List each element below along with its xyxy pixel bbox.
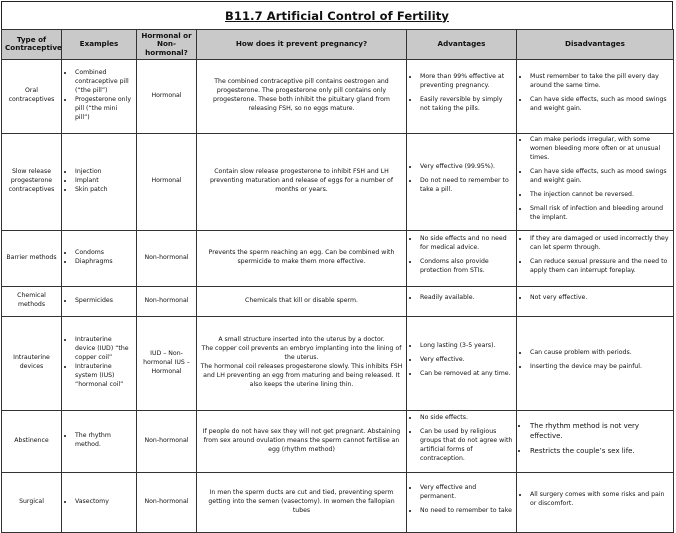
type-cell: Surgical	[2, 472, 62, 532]
header-hormonal: Hormonal or Non-hormonal?	[137, 30, 197, 60]
hormonal-cell: Hormonal	[137, 133, 197, 230]
advantages-cell	[407, 59, 517, 133]
list-item: • Can have side effects, such as mood swings and weight gain.	[529, 168, 670, 186]
disadvantages-cell	[517, 230, 674, 286]
list-item: • Must remember to take the pill every day around the same time.	[529, 73, 670, 91]
list-item: • Restricts the couple’s sex life.	[529, 446, 670, 456]
list-item: • Very effective (99.95%).	[419, 163, 513, 172]
worksheet	[1, 1, 673, 533]
hormonal-cell: Non-hormonal	[137, 472, 197, 532]
list-item: • Readily available.	[419, 294, 513, 303]
list-item: • The rhythm method.	[74, 432, 133, 450]
how-text: Prevents the sperm reaching an egg. Can be combined with spermicide to make them more effective.	[208, 249, 395, 266]
advantages-cell	[407, 133, 517, 230]
advantages-cell	[407, 410, 517, 472]
list-item: • Condoms	[74, 249, 133, 258]
list-item: • The injection cannot be reversed.	[529, 191, 670, 200]
list-item: • Vasectomy	[74, 498, 133, 507]
list-item: • Implant	[74, 177, 133, 186]
list-item: • Condoms also provide protection from STIs.	[419, 258, 513, 276]
how-text: The copper coil prevents an embryo implanting into the lining of the uterus.	[201, 345, 402, 362]
how-cell	[197, 410, 407, 472]
list-item: • Do not need to remember to take a pill.	[419, 177, 513, 195]
examples-cell	[62, 286, 137, 316]
disadvantages-cell	[517, 410, 674, 472]
examples-cell	[62, 230, 137, 286]
how-text: In men the sperm ducts are cut and tied, preventing sperm getting into the semen (vasectomy). In women the fallopian tubes	[208, 488, 395, 514]
type-cell: Abstinence	[2, 410, 62, 472]
hormonal-cell: Hormonal	[137, 59, 197, 133]
disadvantages-cell	[517, 316, 674, 410]
hormonal-cell: IUD – Non-hormonal IUS – Hormonal	[137, 316, 197, 410]
type-cell: Oral contraceptives	[2, 59, 62, 133]
list-item: • All surgery comes with some risks and pain or discomfort.	[529, 491, 670, 509]
list-item: • Injection	[74, 168, 133, 177]
list-item: • Very effective.	[419, 356, 513, 365]
how-text: A small structure inserted into the uterus by a doctor.	[218, 336, 385, 344]
table-row	[2, 59, 674, 133]
list-item: • No side effects and no need for medical advice.	[419, 235, 513, 253]
header-examples: Examples	[62, 30, 137, 60]
list-item: • Can make periods irregular, with some women bleeding more often or at unusual times.	[529, 136, 670, 163]
examples-cell	[62, 410, 137, 472]
examples-cell	[62, 59, 137, 133]
list-item: • No need to remember to take	[419, 507, 513, 516]
examples-cell	[62, 472, 137, 532]
list-item: • Very effective and permanent.	[419, 484, 513, 502]
header-row	[2, 30, 674, 60]
how-text: Contain slow release progesterone to inhibit FSH and LH preventing maturation and release of eggs for a number of months or years.	[209, 168, 394, 194]
examples-cell	[62, 133, 137, 230]
header-disadvantages: Disadvantages	[517, 30, 674, 60]
list-item: • Can be used by religious groups that do not agree with artificial forms of contraception.	[419, 428, 513, 464]
list-item: • Can reduce sexual pressure and the need to apply them can interrupt foreplay.	[529, 258, 670, 276]
list-item: • Intrauterine system (IUS) “hormonal coil”	[74, 363, 133, 390]
list-item: • No side effects.	[419, 414, 513, 423]
advantages-cell	[407, 316, 517, 410]
list-item: • Can be removed at any time.	[419, 370, 513, 379]
type-cell: Chemical methods	[2, 286, 62, 316]
type-cell: Barrier methods	[2, 230, 62, 286]
how-cell	[197, 59, 407, 133]
header-advantages: Advantages	[407, 30, 517, 60]
how-cell	[197, 133, 407, 230]
header-type: Type of Contraceptive	[2, 30, 62, 60]
how-text: Chemicals that kill or disable sperm.	[245, 296, 358, 304]
list-item: • Can cause problem with periods.	[529, 349, 670, 358]
list-item: • Long lasting (3-5 years).	[419, 342, 513, 351]
header-how: How does it prevent pregnancy?	[197, 30, 407, 60]
list-item: • Can have side effects, such as mood swings and weight gain.	[529, 96, 670, 114]
list-item: • Diaphragms	[74, 258, 133, 267]
advantages-cell	[407, 472, 517, 532]
list-item: • Progesterone only pill (“the mini pill”)	[74, 96, 133, 123]
advantages-cell	[407, 230, 517, 286]
list-item: • Combined contraceptive pill (“the pill”)	[74, 69, 133, 96]
how-cell	[197, 230, 407, 286]
list-item: • Skin patch	[74, 186, 133, 195]
page-title: B11.7 Artificial Control of Fertility	[1, 1, 673, 29]
type-cell: Intrauterine devices	[2, 316, 62, 410]
how-cell	[197, 286, 407, 316]
disadvantages-cell	[517, 59, 674, 133]
list-item: • If they are damaged or used incorrectly they can let sperm through.	[529, 235, 670, 253]
list-item: • Intrauterine device (IUD) “the copper coil”	[74, 336, 133, 363]
hormonal-cell: Non-hormonal	[137, 230, 197, 286]
how-cell	[197, 316, 407, 410]
table-row	[2, 286, 674, 316]
examples-cell	[62, 316, 137, 410]
type-cell: Slow release progesterone contraceptives	[2, 133, 62, 230]
table-row	[2, 316, 674, 410]
list-item: • The rhythm method is not very effective.	[529, 421, 670, 441]
disadvantages-cell	[517, 286, 674, 316]
table-row	[2, 472, 674, 532]
disadvantages-cell	[517, 133, 674, 230]
table-row	[2, 230, 674, 286]
hormonal-cell: Non-hormonal	[137, 286, 197, 316]
list-item: • More than 99% effective at preventing pregnancy.	[419, 73, 513, 91]
list-item: • Inserting the device may be painful.	[529, 363, 670, 372]
list-item: • Small risk of infection and bleeding around the implant.	[529, 205, 670, 223]
how-text: The combined contraceptive pill contains oestrogen and progesterone. The progesterone only pill contains only progesterone. These both inhibit the pituitary gland from releasing FSH, so no eggs mature.	[213, 78, 390, 113]
contraception-table	[1, 29, 674, 533]
hormonal-cell: Non-hormonal	[137, 410, 197, 472]
disadvantages-cell	[517, 472, 674, 532]
how-cell	[197, 472, 407, 532]
list-item: • Not very effective.	[529, 294, 670, 303]
table-row	[2, 410, 674, 472]
advantages-cell	[407, 286, 517, 316]
table-row	[2, 133, 674, 230]
list-item: • Spermicides	[74, 297, 133, 306]
how-text: The hormonal coil releases progesterone slowly. This inhibits FSH and LH preventing an egg from maturing and being released. It also keeps the uterine lining thin.	[200, 363, 403, 389]
list-item: • Easily reversible by simply not taking the pills.	[419, 96, 513, 114]
how-text: If people do not have sex they will not get pregnant. Abstaining from sex around ovulation means the sperm cannot fertilise an egg (rhythm method)	[202, 427, 401, 453]
